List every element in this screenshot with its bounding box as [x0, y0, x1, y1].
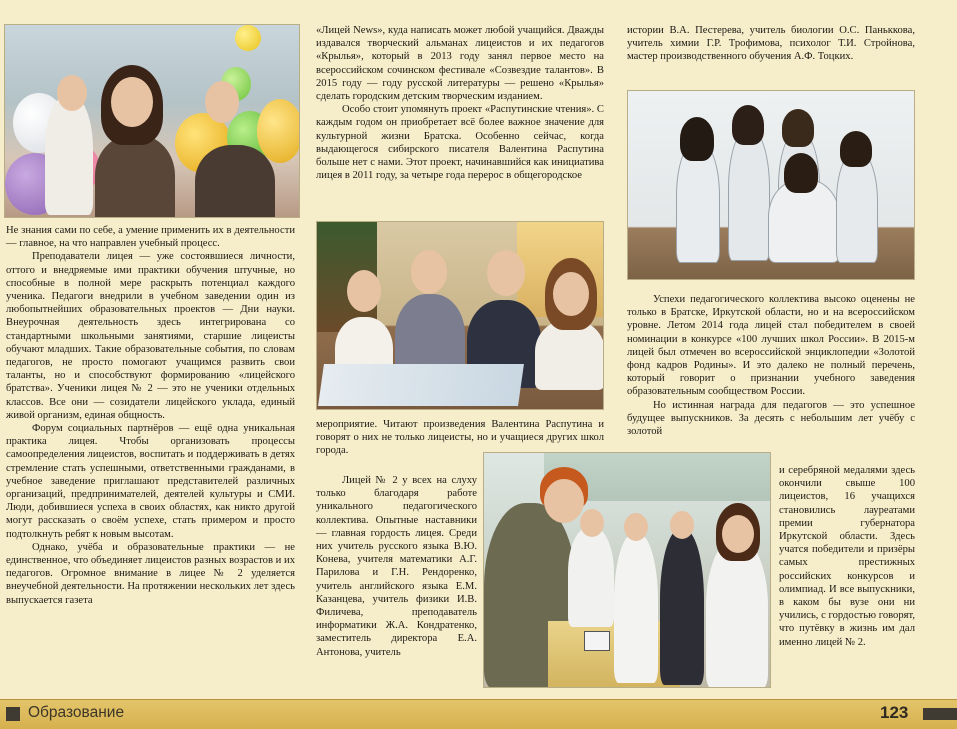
face [205, 81, 239, 123]
face [487, 250, 525, 296]
paragraph: Форум социальных партнёров — ещё одна уникальная практика лицея. Чтобы организовать процессы самоопределения лицеистов, воспитать и поддерживать в детях стремление стать успешными, ответственными гражданами, в учебное заведение приглашают представителей различных организаций, предпринимателей, деятелей культуры и СМИ. Люди, добившиеся успеха в своих областях, как никто другой могут рассказать о своём успехе, стать примером и просто подтолкнуть ребят к новым высотам. [6, 423, 295, 540]
hair [782, 109, 814, 147]
face [347, 270, 381, 312]
paragraph: истории В.А. Пестерева, учитель биологии О.С. Паньккова, учитель химии Г.Р. Трофимова, психолог Т.И. Стройнова, мастер производственного обучения А.Ф. Тоцких. [627, 25, 915, 63]
paragraph: Преподаватели лицея — уже состоявшиеся личности, оттого и внедряемые ими практики обучения штучные, но способные в полной мере раскрыть потенциал каждого ученика. Педагоги внедрили в учебном заведении один из любопытнейших образовательных проектов — Дни науки. Внеурочная деятельность здесь интегрирована со стандартными школьными занятиями, старшие лицеисты обучают младших. Такие образовательные события, по словам педагогов, не просто помогают учащимся развить свои таланты, но и способствуют формированию «лицейского братства». Ученики лицея № 2 — это не ученики отдельных классов. Все они — созидатели лицейского уклада, единый живой организм, единая общность. [6, 251, 295, 421]
face [722, 515, 754, 553]
dancer [728, 129, 770, 261]
face [411, 250, 447, 294]
face [544, 479, 584, 523]
classmate [45, 95, 93, 215]
photo-students-reading [316, 221, 604, 410]
text-column-2-top [316, 24, 604, 182]
hair [732, 105, 764, 145]
face [57, 75, 87, 111]
paragraph: и серебряной медалями здесь окончили свыше 100 лицеистов, 16 учащихся становились лауреатами премии губернатора Иркутской области. Здесь учатся победители и призёры самых престижных российских конкурсов и олимпиад. И все выпускники, в каком бы вузе они ни учились, с гордостью говорят, что путёвку в жизнь им дал именно лицей № 2. [779, 465, 915, 648]
paragraph: Особо стоит упомянуть проект «Распутинские чтения». С каждым годом он приобретает всё более важное значение для культурной жизни Братска. Особенно сейчас, когда выдающегося сибирского писателя Валентина Распутина больше нет с нами. Этот проект, начинавшийся как инициатива лицея в 2011 году, за четыре года перерос в общегородское [316, 104, 604, 182]
section-title: Образование [28, 704, 125, 721]
girl-in-uniform [95, 135, 175, 218]
photo-students-experiment [483, 452, 771, 688]
face [553, 272, 589, 316]
student [535, 320, 604, 390]
bar-marker-icon [923, 708, 957, 720]
classmate [195, 145, 275, 218]
hair [680, 117, 714, 161]
face [580, 509, 604, 537]
photo-graduates-balloons [4, 24, 300, 218]
square-marker-icon [6, 707, 20, 721]
paragraph: Не знания сами по себе, а умение применить их в деятельности — главное, на что направлен учебный процесс. [6, 225, 295, 250]
balloon [257, 99, 300, 163]
paragraph: Успехи педагогического коллектива высоко оценены не только в Братске, Иркутской области, но и на всероссийском уровне. Летом 2014 года лицей стал победителем в своей номинации в конкурсе «100 лучших школ России». В 2015-м лицей был отмечен во всероссийской энциклопедии «Золотой фонд кадров Родины». И это далеко не полный перечень, который говорит о признании учебного заведения образовательным сообществом России. [627, 294, 915, 398]
hair [840, 131, 872, 167]
photo-dancers [627, 90, 915, 280]
paragraph: мероприятие. Читают произведения Валентина Распутина и говорят о них не только лицеисты, но и учащиеся других школ города. [316, 419, 604, 457]
student [568, 527, 614, 627]
page-number: 123 [880, 703, 909, 722]
dancer [836, 151, 878, 263]
text-column-3-mid [627, 293, 915, 438]
student [660, 529, 704, 685]
lab-device [584, 631, 610, 651]
paragraph: Лицей № 2 у всех на слуху только благодаря работе уникального педагогического коллектива. Опытные наставники — главная гордость лицея. Среди них учитель русского языка В.Ю. Конева, учителя математики А.Г. Парилова и Г.Н. Рендоренко, учитель английского языка Е.М. Казанцева, учитель физики И.В. Филичева, преподаватель информатики Ж.А. Кондратенко, заместитель директора Е.А. Антонова, учитель [316, 475, 477, 658]
paragraph: Но истинная награда для педагогов — это успешное будущее выпускников. За десять с небольшим лет учёбу с золотой [627, 399, 915, 438]
student [614, 533, 658, 683]
text-column-1 [6, 224, 295, 607]
balloon [235, 25, 261, 51]
text-column-3-bottom [779, 464, 915, 649]
open-book [318, 364, 524, 406]
face [670, 511, 694, 539]
paragraph: «Лицей News», куда написать может любой учащийся. Дважды издавался творческий альманах лицеистов и их педагогов «Крылья», который в 2013 году занял первое место на всероссийском сочинском фестивале «Созвездие талантов». В 2015 году — году русской литературы — решено «Крылья» сделать городским детским творческим изданием. [316, 25, 604, 103]
text-column-2-bottom [316, 474, 477, 659]
paragraph: Однако, учёба и образовательные практики — не единственное, что объединяет лицеистов разных возрастов и их педагогов. Огромное внимание в лицее № 2 уделяется внеучебной деятельности. На протяжении нескольких лет здесь выпускается газета [6, 541, 295, 606]
face [624, 513, 648, 541]
student-girl [706, 539, 768, 688]
hair [784, 153, 818, 193]
face [111, 77, 153, 127]
page-footer [0, 699, 957, 729]
text-column-3-top [627, 24, 915, 64]
